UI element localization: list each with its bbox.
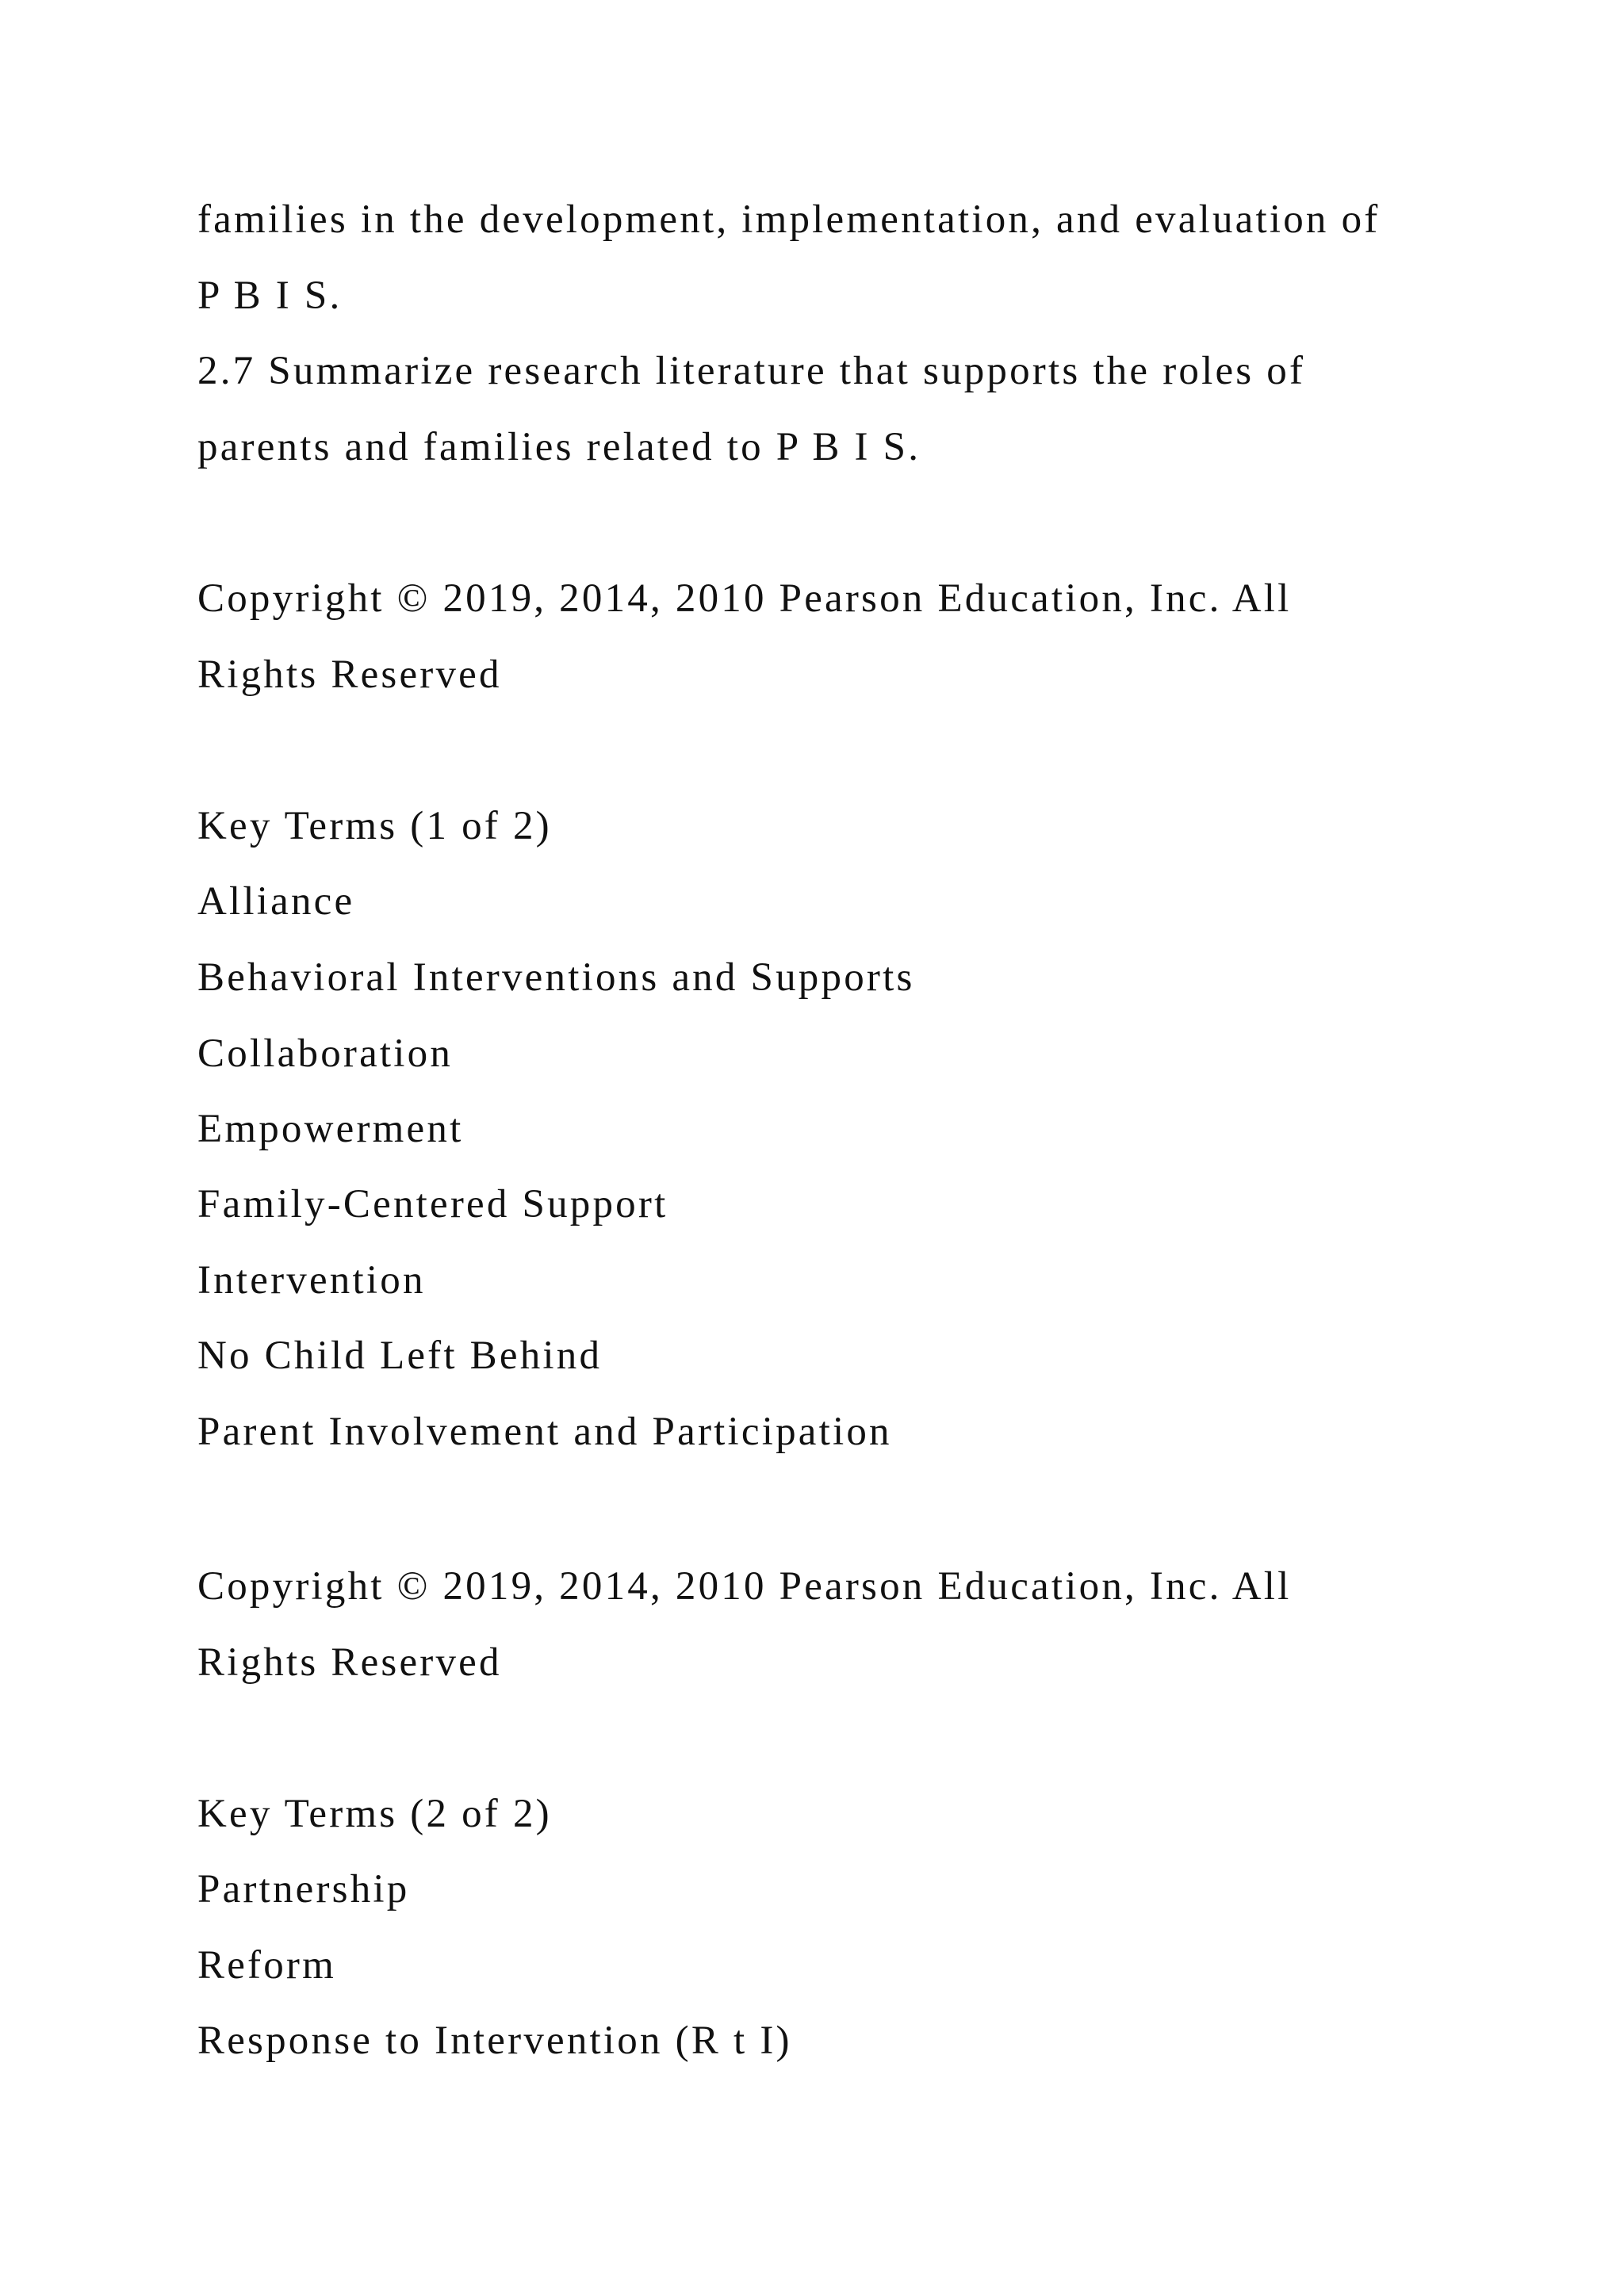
copyright-line: Copyright © 2019, 2014, 2010 Pearson Education, Inc. All (197, 1564, 1292, 1609)
key-term: Family-Centered Support (197, 1182, 668, 1226)
key-term: Parent Involvement and Participation (197, 1410, 892, 1454)
key-term: Alliance (197, 879, 355, 924)
key-term: Reform (197, 1943, 336, 1988)
section-heading: Key Terms (1 of 2) (197, 804, 552, 848)
copyright-line: Rights Reserved (197, 652, 502, 697)
text-line: families in the development, implementation, and evaluation of (197, 197, 1381, 242)
copyright-line: Copyright © 2019, 2014, 2010 Pearson Education, Inc. All (197, 576, 1292, 621)
text-line: 2.7 Summarize research literature that supports the roles of (197, 349, 1306, 393)
key-term: Empowerment (197, 1107, 464, 1151)
text-line: parents and families related to P B I S. (197, 425, 921, 469)
key-term: Behavioral Interventions and Supports (197, 955, 915, 1000)
copyright-line: Rights Reserved (197, 1640, 502, 1685)
section-heading: Key Terms (2 of 2) (197, 1792, 552, 1836)
key-term: Intervention (197, 1258, 426, 1303)
key-term: Response to Intervention (R t I) (197, 2019, 792, 2063)
text-line: P B I S. (197, 274, 343, 318)
key-term: Collaboration (197, 1031, 454, 1076)
key-term: No Child Left Behind (197, 1334, 603, 1378)
key-term: Partnership (197, 1867, 410, 1911)
